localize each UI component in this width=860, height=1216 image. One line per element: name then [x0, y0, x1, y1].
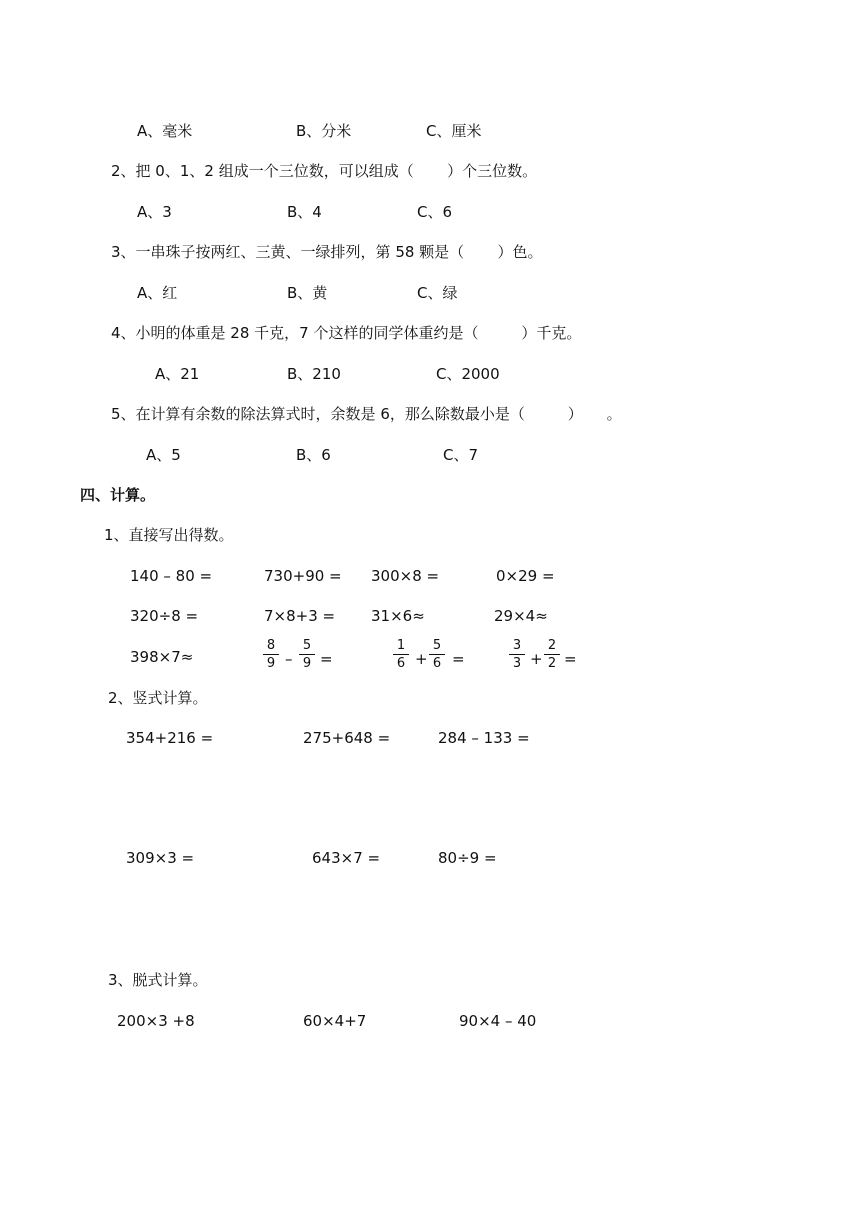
q5-option-b: B、6: [296, 446, 331, 464]
fraction-3-eq: =: [564, 650, 577, 668]
q4-option-a: A、21: [155, 365, 200, 383]
fraction-3b: [544, 638, 560, 671]
denominator: 6: [432, 656, 442, 671]
mental-calc-5: 320÷8 =: [130, 607, 199, 625]
q5-option-a: A、5: [146, 446, 181, 464]
numerator: 5: [302, 638, 312, 653]
denominator: 3: [512, 656, 522, 671]
part-2-title: 2、竖式计算。: [108, 689, 208, 707]
fraction-3-op: +: [530, 650, 543, 668]
question-3: 3、一串珠子按两红、三黄、一绿排列，第 58 颗是（ ）色。: [111, 243, 543, 261]
q4-option-b: B、210: [287, 365, 341, 383]
fraction-1-op: –: [285, 650, 293, 668]
step-calc-1: 200×3 +8: [117, 1012, 195, 1030]
mental-calc-8: 29×4≈: [494, 607, 548, 625]
mental-calc-1: 140 – 80 =: [130, 567, 213, 585]
denominator: 9: [266, 656, 276, 671]
part-1-title: 1、直接写出得数。: [104, 526, 234, 544]
fraction-2-eq: =: [452, 650, 465, 668]
numerator: 1: [396, 638, 406, 653]
vertical-calc-4: 309×3 =: [126, 849, 195, 867]
section-4-title: 四、计算。: [80, 486, 156, 504]
fraction-2-op: +: [415, 650, 428, 668]
mental-calc-9: 398×7≈: [130, 648, 194, 666]
mental-calc-4: 0×29 =: [496, 567, 555, 585]
mental-calc-2: 730+90 =: [264, 567, 342, 585]
q4-option-c: C、2000: [436, 365, 500, 383]
fraction-3a: [509, 638, 525, 671]
vertical-calc-5: 643×7 =: [312, 849, 381, 867]
part-3-title: 3、脱式计算。: [108, 971, 208, 989]
numerator: 5: [432, 638, 442, 653]
q2-option-c: C、6: [417, 203, 453, 221]
numerator: 8: [266, 638, 276, 653]
q1-option-b: B、分米: [296, 122, 352, 140]
step-calc-3: 90×4 – 40: [459, 1012, 537, 1030]
fraction-2a: [393, 638, 409, 671]
question-2: 2、把 0、1、2 组成一个三位数，可以组成（ ）个三位数。: [111, 162, 538, 180]
question-5: 5、在计算有余数的除法算式时，余数是 6，那么除数最小是（ ） 。: [111, 405, 622, 423]
vertical-calc-3: 284 – 133 =: [438, 729, 530, 747]
denominator: 2: [547, 656, 557, 671]
mental-calc-3: 300×8 =: [371, 567, 440, 585]
q1-option-c: C、厘米: [426, 122, 482, 140]
q3-option-c: C、绿: [417, 284, 458, 302]
question-4: 4、小明的体重是 28 千克，7 个这样的同学体重约是（ ）千克。: [111, 324, 582, 342]
fraction-1-eq: =: [320, 650, 333, 668]
numerator: 2: [547, 638, 557, 653]
mental-calc-6: 7×8+3 =: [264, 607, 336, 625]
q2-option-b: B、4: [287, 203, 322, 221]
fraction-1a: [263, 638, 279, 671]
q5-option-c: C、7: [443, 446, 479, 464]
q3-option-a: A、红: [137, 284, 178, 302]
vertical-calc-6: 80÷9 =: [438, 849, 497, 867]
denominator: 9: [302, 656, 312, 671]
q2-option-a: A、3: [137, 203, 172, 221]
step-calc-2: 60×4+7: [303, 1012, 367, 1030]
fraction-1b: [299, 638, 315, 671]
vertical-calc-1: 354+216 =: [126, 729, 214, 747]
numerator: 3: [512, 638, 522, 653]
q1-option-a: A、毫米: [137, 122, 193, 140]
mental-calc-7: 31×6≈: [371, 607, 425, 625]
fraction-2b: [429, 638, 445, 671]
denominator: 6: [396, 656, 406, 671]
q3-option-b: B、黄: [287, 284, 328, 302]
vertical-calc-2: 275+648 =: [303, 729, 391, 747]
